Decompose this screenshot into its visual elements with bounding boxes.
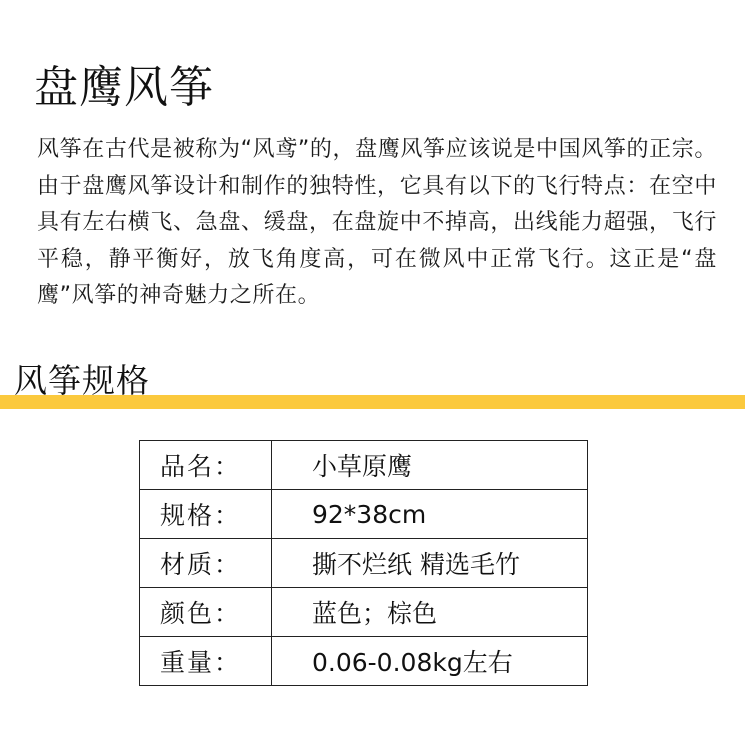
spec-row-weight <box>140 637 588 686</box>
intro-paragraph: 风筝在古代是被称为“风鸢”的，盘鹰风筝应该说是中国风筝的正宗。由于盘鹰风筝设计和制作的独特性，它具有以下的飞行特点：在空中具有左右横飞、急盘、缓盘，在盘旋中不掉高，出线能力超强，飞行平稳，静平衡好，放飞角度高，可在微风中正常飞行。这正是“盘鹰”风筝的神奇魅力之所在。 <box>37 137 717 308</box>
spec-value: 小草原鹰 <box>272 441 588 490</box>
page-title: 盘鹰风筝 <box>34 62 214 113</box>
spec-value: 92*38cm <box>272 490 588 539</box>
spec-table <box>139 440 588 686</box>
spec-value: 蓝色；棕色 <box>272 588 588 637</box>
spec-row-color <box>140 588 588 637</box>
spec-row-name <box>140 441 588 490</box>
spec-value: 撕不烂纸 精选毛竹 <box>272 539 588 588</box>
spec-label: 材质： <box>140 539 272 588</box>
spec-label: 规格： <box>140 490 272 539</box>
spec-label: 品名： <box>140 441 272 490</box>
spec-row-material <box>140 539 588 588</box>
spec-row-size <box>140 490 588 539</box>
spec-label: 重量： <box>140 637 272 686</box>
spec-label: 颜色： <box>140 588 272 637</box>
section-title: 风筝规格 <box>14 361 150 400</box>
spec-value: 0.06-0.08kg左右 <box>272 637 588 686</box>
